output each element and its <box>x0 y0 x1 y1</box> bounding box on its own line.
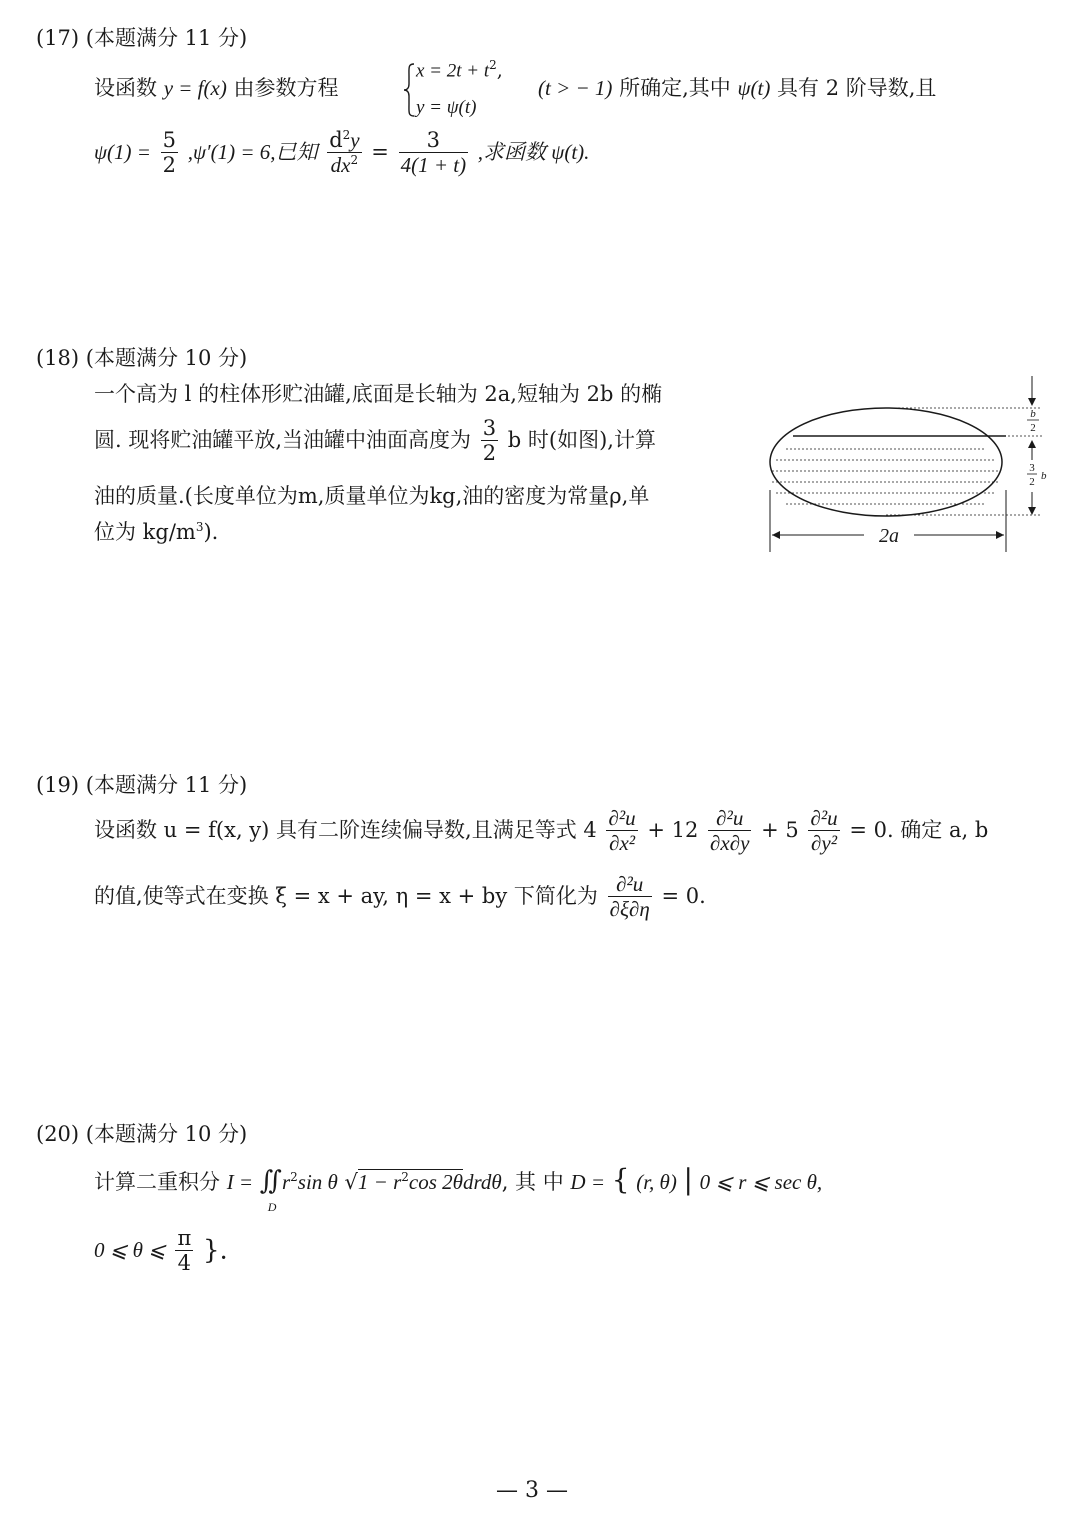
q17-eq-x-text: x = 2t + t <box>416 60 490 82</box>
q20-four: 4 <box>177 1251 192 1276</box>
page-number: — 3 — <box>496 1478 568 1503</box>
q17-y: y <box>350 128 360 152</box>
q18-line1: 一个高为 l 的柱体形贮油罐,底面是长轴为 2a,短轴为 2b 的椭 <box>94 382 663 406</box>
q17-cond: (t > − 1) <box>538 76 613 100</box>
q17-brace <box>402 62 416 118</box>
q19-line2 <box>94 872 706 921</box>
q18-fig-side-var: b <box>1041 470 1047 482</box>
q19-intro: 设函数 u = f(x, y) 具有二阶连续偏导数,且满足等式 <box>94 818 577 843</box>
q20-set-close: }. <box>202 1235 228 1266</box>
q19-d3: ∂y² <box>811 831 838 856</box>
q20-radicand-a: 1 − r <box>357 1170 402 1194</box>
q17-eq-comma: , <box>496 59 503 82</box>
q19-n2: ∂²u <box>708 806 751 831</box>
q17-eq-y <box>416 96 477 119</box>
q18-fig-side-den: 2 <box>1029 476 1035 488</box>
q17-by: 由参数方程 <box>233 76 339 100</box>
q20-integrand-r: r <box>281 1170 291 1194</box>
q19-n4: ∂²u <box>608 872 652 897</box>
q18-line4-a: 位为 kg/m <box>94 520 196 544</box>
q20-where: , 其 中 <box>501 1170 564 1194</box>
q18-line3: 油的质量.(长度单位为m,质量单位为kg,油的密度为常量ρ,单 <box>94 484 650 508</box>
q17-psi-t: ψ(t) <box>737 76 771 100</box>
q19-tail1: = 0. 确定 a, b <box>849 818 989 843</box>
q18-line2 <box>94 416 656 465</box>
q20-I-eq: I = <box>226 1170 254 1194</box>
q18-frac <box>481 416 498 465</box>
q18-line4 <box>94 516 218 546</box>
q17-has-deriv: 具有 2 阶导数,且 <box>777 76 937 100</box>
q20-integral: ∬ <box>259 1166 282 1196</box>
q19-tail2: = 0. <box>661 884 706 909</box>
q17-equals: = <box>371 140 389 165</box>
q17-eq-x-sup: 2 <box>489 58 497 72</box>
q20-radicand <box>358 1169 463 1194</box>
q19-frac-3 <box>808 806 839 855</box>
q19-plus5: + 5 <box>761 818 799 843</box>
q18-frac-den: 2 <box>482 441 497 466</box>
q17-ask: ,求函数 ψ(t). <box>477 140 590 165</box>
q20-set-open: { <box>611 1163 630 1196</box>
q18-line4-sup: 3 <box>195 520 204 534</box>
q17-header: (17) (本题满分 11 分) <box>36 26 248 50</box>
q17-rhs-num: 3 <box>399 128 469 153</box>
q20-D-eq: D = <box>570 1170 605 1194</box>
q18-fig-top-den: 2 <box>1030 422 1036 434</box>
q20-radicand-b: cos 2θ <box>408 1170 463 1194</box>
q17-frac-num: 5 <box>162 128 177 152</box>
q19-frac-2 <box>708 806 751 855</box>
q17-line1-rest <box>538 72 936 102</box>
q17-line2 <box>94 128 589 177</box>
q19-header: (19) (本题满分 11 分) <box>36 773 248 797</box>
q17-frac-5-2 <box>161 128 178 177</box>
q18-fig-side-num: 3 <box>1029 462 1035 474</box>
q20-root-sign: √ <box>344 1170 358 1194</box>
q20-pi: π <box>177 1226 192 1250</box>
q20-header: (20) (本题满分 10 分) <box>36 1122 248 1146</box>
q20-set-cond1: 0 ⩽ r ⩽ sec θ, <box>699 1170 823 1194</box>
q18-fig-top-num: b <box>1030 408 1036 420</box>
q17-d: d <box>329 128 343 152</box>
q17-dx-sup: 2 <box>350 153 359 168</box>
q19-line2-a: 的值,使等式在变换 ξ = x + ay, η = x + by 下简化为 <box>94 884 598 909</box>
q18-frac-num: 3 <box>482 416 497 440</box>
q19-plus12: + 12 <box>647 818 699 843</box>
q19-line1 <box>94 806 988 855</box>
q18-fig-width-label: 2a <box>879 525 899 547</box>
q20-integrand-sup: 2 <box>290 1170 298 1184</box>
q17-line1 <box>94 72 339 102</box>
q20-intro: 计算二重积分 <box>94 1170 220 1194</box>
q17-dx: dx <box>330 153 351 178</box>
q20-integrand-sin: sin θ <box>297 1170 338 1194</box>
q18-header: (18) (本题满分 10 分) <box>36 346 248 370</box>
q20-integral-group <box>259 1166 282 1214</box>
q18-line2-a: 圆. 现将贮油罐平放,当油罐中油面高度为 <box>94 428 472 453</box>
q17-determined: 所确定,其中 <box>619 76 731 100</box>
q17-psi-prime: ,ψ′(1) = 6,已知 <box>187 140 318 165</box>
q20-line2-a: 0 ⩽ θ ⩽ <box>94 1238 166 1263</box>
q17-frac-den: 2 <box>162 153 177 178</box>
q17-yfx: y = f(x) <box>163 76 227 100</box>
q17-eq-y-text: y = ψ(t) <box>416 97 477 118</box>
q17-rhs-den: 4(1 + t) <box>400 153 467 178</box>
q18-line2-b: b 时(如图),计算 <box>507 428 656 453</box>
q17-intro: 设函数 <box>94 76 157 100</box>
q17-frac-rhs <box>399 128 469 177</box>
q19-d1: ∂x² <box>609 831 636 856</box>
q17-eq-x <box>416 58 503 82</box>
q19-n1: ∂²u <box>608 806 636 830</box>
q20-set-elem: (r, θ) <box>636 1170 677 1194</box>
q20-frac-pi4 <box>175 1226 193 1275</box>
q20-diff: drdθ <box>462 1170 502 1194</box>
q19-n3: ∂²u <box>810 806 838 830</box>
q19-c4: 4 <box>583 818 597 843</box>
q20-radicand-sup: 2 <box>401 1170 409 1184</box>
q17-frac-d2y <box>327 128 361 177</box>
q19-frac-4 <box>608 872 652 921</box>
q19-d2: ∂x∂y <box>710 831 750 856</box>
q19-d4: ∂ξ∂η <box>609 897 650 922</box>
q18-line4-b: ). <box>203 520 219 544</box>
q20-set-bar: | <box>683 1163 693 1196</box>
q17-psi1: ψ(1) = <box>94 140 151 165</box>
q19-frac-1 <box>606 806 637 855</box>
q20-line2 <box>94 1226 228 1275</box>
q18-tank-figure <box>764 370 1054 556</box>
q17-d-sup: 2 <box>342 128 351 142</box>
q20-region-sub: D <box>267 1200 277 1214</box>
q20-line1 <box>94 1163 823 1214</box>
